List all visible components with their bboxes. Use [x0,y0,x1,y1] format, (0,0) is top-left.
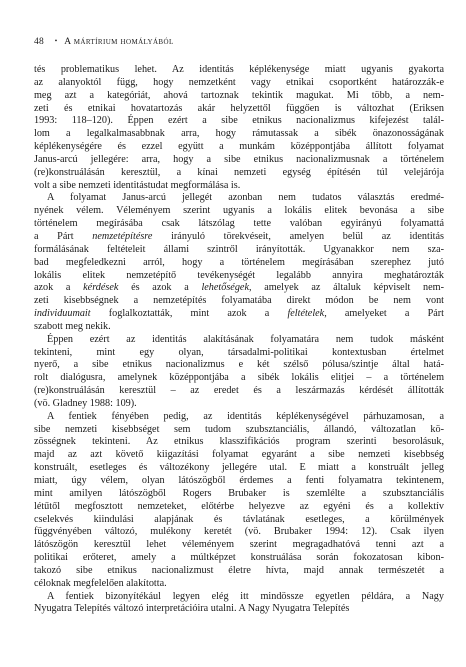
text-line: (re)konstruálásán keresztül – az eredet és a leszármazás kérdését állították [34,385,444,397]
text-line: látószögön keresztül lehet véleményem szerint megragadhatóvá tenni azt a [34,539,444,551]
paragraph [34,591,444,617]
text-line: 1993: 118–120). Éppen ezért a sibe etnikus nacionalizmus kifejezést talál- [34,115,444,127]
text-line: sibe nemzeti kisebbséget sem tudom szubsztanciális, állandó, változatlan kö- [34,423,444,435]
page-number: 48 [34,37,45,47]
text-line: azok a kérdések és azok a lehetőségek, amelyek az általuk képviselt nem- [34,282,444,294]
text-line: Nyugatra Telepítés változó interpretációira utalni. A Nagy Nyugatra Telepítés [34,603,350,615]
text-line: tekinteni, mint egy olyan, társadalmi-politikai kontextusban értelmet [34,346,444,358]
text-line: tés problematikus lehet. Az identitás képlékenysége miatt ugyanis gyakorta [34,64,444,75]
text-line: majd az azt követő kiigazítási folyamat egyaránt a sibe nemzeti kisebbség [34,449,444,461]
text-line: létűtől megfosztott nemzeteket, előtérbe helyezve az egyéni és a kollektív [34,500,444,512]
text-line: A fentiek fényében pedig, az identitás képlékenységével párhuzamosan, a [47,410,444,422]
text-line: zösségnek tekinteni. Az etnikus klasszifikációs program szerinti besorolásuk, [34,436,444,448]
text-line: meg azt a kategóriát, ahová tartoznak tekintik magukat. Mi több, a nem- [34,89,444,101]
text-line: (vö. Gladney 1988: 109). [34,397,137,409]
text-line: cselekvés kiindulási alapjának és távlatának esetleges, a körülmények [34,513,444,525]
text-line: zeti kisebbségnek a nemzetépítés folyamatába direkt módon be nem vont [34,295,444,307]
text-line: formálásának feltételeit állami szintről irányították. Ugyanakkor nem sza- [34,243,444,255]
text-line: a Párt nemzetépítésre irányuló törekvéseit, amelyen belül az identitás [34,230,444,242]
running-title: A mártírium homályából [64,37,174,47]
text-line: A folyamat Janus-arcú jellegét azonban nem tudatos választás eredmé- [47,192,444,204]
text-line: rolt dialógusra, amelynek középpontjába a sibék lokális elitjei – a történelem [34,372,444,384]
text-line: takozó sibe etnikus nacionalizmust életre hívta, majd annak természetét a [34,564,444,576]
text-line: Éppen ezért az identitás alakításának folyamatára nem tudok másként [47,333,444,345]
text-line: mint amilyen látószögből Rogers Brubaker is szemlélte a szubsztanciális [34,487,444,499]
text-line: képlékenységére és ezzel együtt a munkám középpontjába állított folyamat [34,141,444,153]
text-line: történelem megírásába csak látszólag tette valóban egyirányú folyamattá [34,218,444,230]
text-line: nyének vélem. Véleményem szerint ugyanis a lokális elitek bevonása a sibe [34,205,444,217]
paragraph [34,192,444,333]
text-line: politikai erőteret, amely a múltképzet konstruálása során fokozatosan kibon- [34,552,444,564]
text-line: miatt, úgy vélem, olyan látószögből érdemes a fenti folyamatra tekintenem, [34,475,444,486]
text-line: nyerő, a sibe etnikus nacionalizmus e két szélső pólusa/szintje által hatá- [34,359,444,371]
text-line: zeti és etnikai hovatartozás akár helyzettől függően is változhat (Eriksen [34,102,444,114]
paragraph [34,411,444,591]
text-line: bad megfeledkezni arról, hogy a történelem megírásában szerephez jutó [34,256,444,268]
text-line: volt a sibe nemzeti identitástudat megformálása is. [34,179,241,191]
body-text [34,64,444,616]
text-line: szabott meg nekik. [34,320,111,332]
text-line: A fentiek bizonyítékául legyen elég itt mindössze egyetlen példára, a Nagy [47,590,444,602]
text-line: az alanyoktól függ, hogy nemzetként vagy etnikai csoportként határozzák-e [34,76,444,88]
paragraph [34,334,444,411]
text-line: individuumait foglalkoztatták, mint azok a feltételek, amelyeket a Párt [34,308,444,320]
text-line: (re)konstruálásán keresztül, a kínai nemzeti egység építésén túl velejárója [34,166,444,178]
text-line: konstruált, esetleges és változékony jellegére utal. E miatt a konstruált jelleg [34,462,444,474]
text-line: lom a legalkalmasabbnak arra, hogy rámutassak a sibék önazonosságának [34,128,444,140]
text-line: függvényében változó, mulékony keretét (vö. Brubaker 1994: 12). Csak ilyen [34,526,444,538]
text-line: lokális elitek nemzetépítő tevékenységét legalább annyira meghatározták [34,269,444,281]
text-line: Janus-arcú jellegére: arra, hogy a sibe etnikus nacionalizmusnak a történelem [34,153,444,165]
paragraph [34,64,444,192]
header-separator: • [54,37,58,45]
running-head [34,37,174,47]
text-line: céloknak megfelelően alakította. [34,577,167,589]
